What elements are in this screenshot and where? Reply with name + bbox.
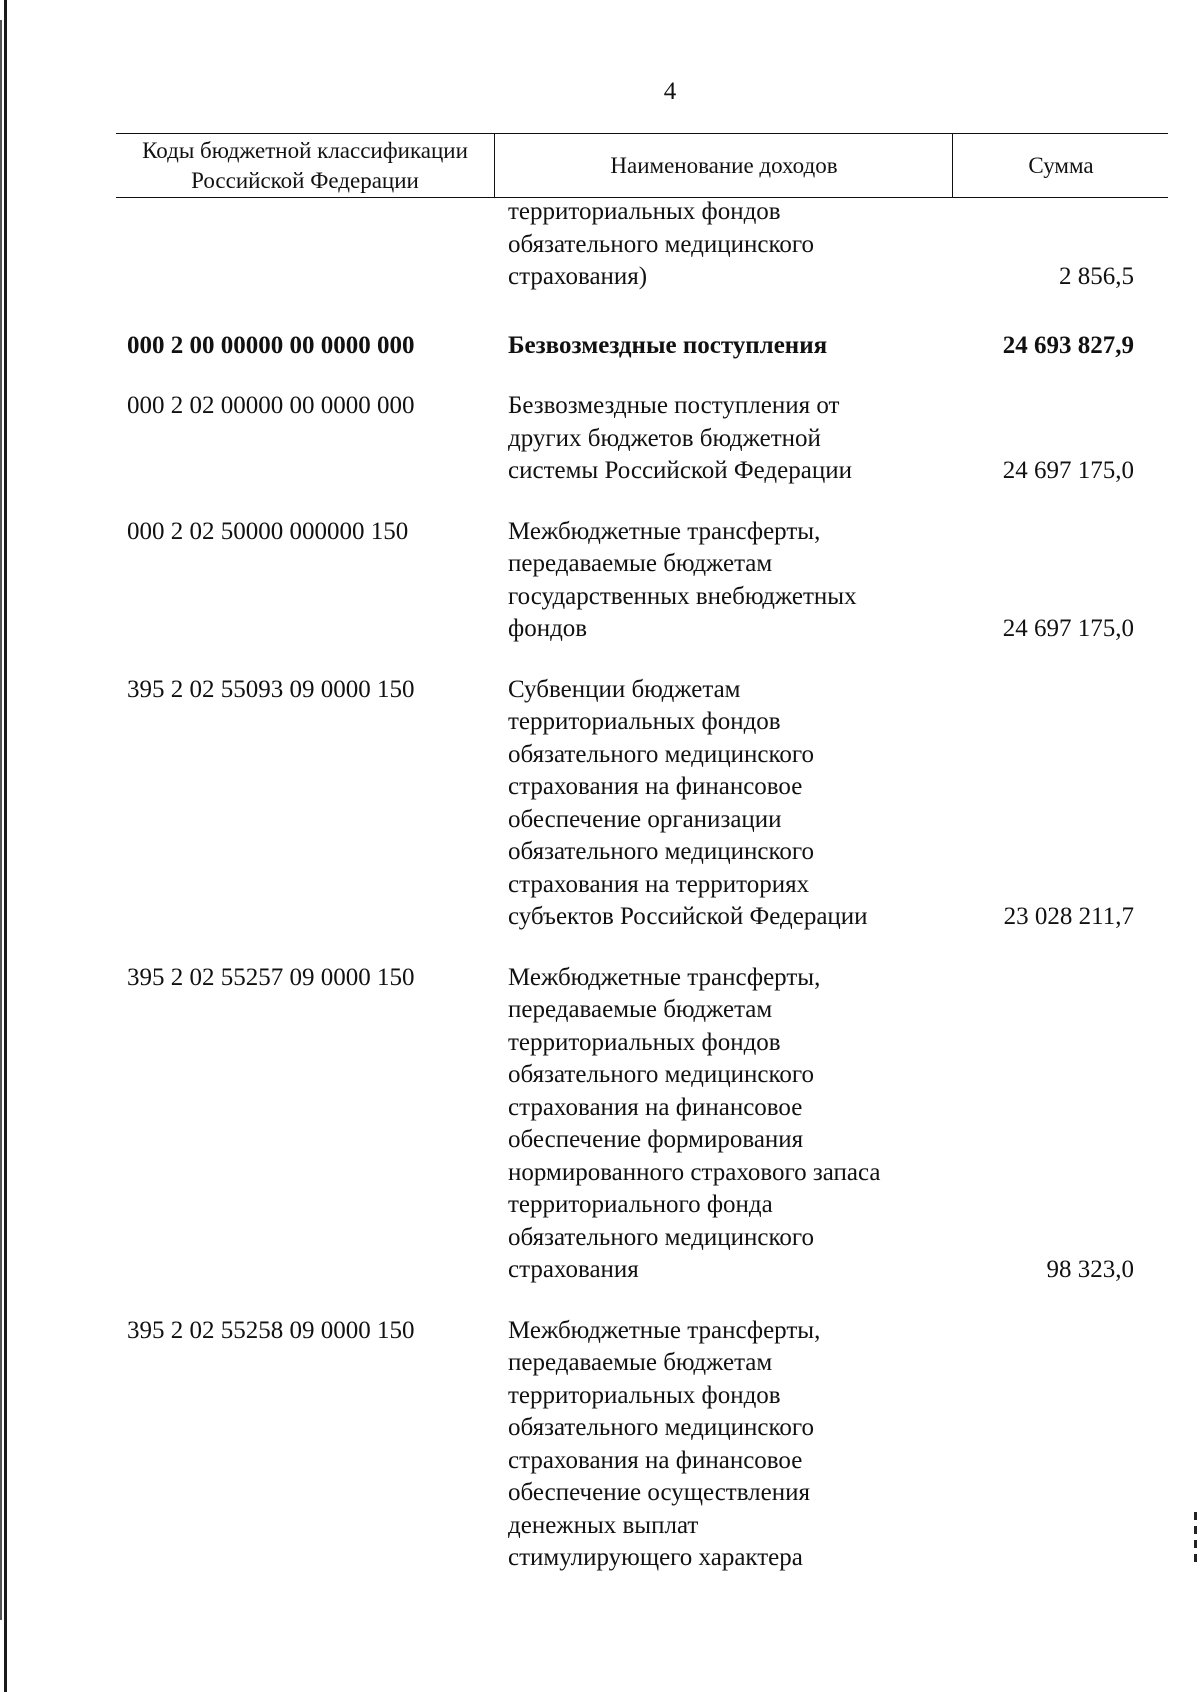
budget-code: 000 2 02 00000 00 0000 000 (127, 392, 415, 419)
income-name-line: нормированного страхового запаса (508, 1158, 881, 1186)
income-name-line: обязательного медицинского (508, 838, 815, 865)
income-name-line: обязательного медицинского (508, 1223, 815, 1251)
income-name-line: передаваемые бюджетам (508, 1349, 773, 1376)
income-name-line: денежных выплат (508, 1511, 699, 1539)
table-row (0, 196, 1200, 294)
table-body (0, 196, 1200, 1575)
table-row (0, 962, 1200, 1287)
table-row (0, 674, 1200, 934)
income-name-line: территориальных фондов (508, 198, 781, 225)
row-spacer (0, 1287, 1200, 1315)
income-name-line: обеспечение осуществления (508, 1479, 811, 1506)
budget-code: 000 2 00 00000 00 0000 000 (127, 331, 415, 359)
table-header (116, 133, 1168, 198)
income-name (508, 390, 948, 488)
income-name-line: страхования) (508, 263, 648, 290)
income-name-line: Межбюджетные трансферты, (508, 517, 821, 545)
income-name-line: обязательного медицинского (508, 1414, 815, 1441)
income-name-line: передаваемые бюджетам (508, 996, 773, 1023)
row-spacer (0, 646, 1200, 674)
income-name-line: стимулирующего характера (508, 1544, 803, 1571)
income-name-line: обязательного медицинского (508, 740, 815, 768)
row-spacer (0, 934, 1200, 962)
income-name-line: субъектов Российской Федерации (508, 903, 868, 930)
income-name-line: территориальных фондов (508, 1381, 781, 1409)
income-name-line: других бюджетов бюджетной (508, 424, 821, 452)
income-name (508, 962, 948, 1287)
header-sum-column: Сумма (952, 134, 1169, 197)
page-number: 4 (663, 78, 677, 105)
income-name-line: страхования (508, 1256, 639, 1283)
income-name-line: Безвозмездные поступления (508, 331, 828, 359)
row-spacer (0, 488, 1200, 516)
income-name-line: передаваемые бюджетам (508, 550, 773, 577)
header-code-label-line2: Российской Федерации (191, 167, 419, 193)
amount: 23 028 211,7 (1003, 903, 1134, 930)
table-row (0, 390, 1200, 488)
income-name-line: обязательного медицинского (508, 230, 815, 258)
income-name-line: Безвозмездные поступления от (508, 392, 840, 419)
income-name-line: государственных внебюджетных (508, 582, 857, 610)
amount: 2 856,5 (1059, 263, 1134, 290)
budget-code: 395 2 02 55257 09 0000 150 (127, 963, 415, 991)
income-name (508, 330, 948, 363)
amount: 24 697 175,0 (1002, 457, 1134, 484)
income-name-line: территориальных фондов (508, 1028, 781, 1056)
income-name-line: обеспечение формирования (508, 1126, 804, 1153)
budget-code: 395 2 02 55258 09 0000 150 (127, 1316, 415, 1344)
header-code-column (116, 134, 494, 197)
income-name-line: страхования на финансовое (508, 773, 803, 800)
income-name (508, 1315, 948, 1575)
amount: 24 693 827,9 (1002, 331, 1134, 359)
income-name-line: фондов (508, 615, 588, 642)
budget-code: 395 2 02 55093 09 0000 150 (127, 675, 415, 703)
header-name-column: Наименование доходов (494, 134, 953, 197)
amount: 98 323,0 (1046, 1256, 1134, 1283)
income-name-line: обязательного медицинского (508, 1061, 815, 1088)
income-name-line: территориальных фондов (508, 708, 781, 735)
budget-code: 000 2 02 50000 000000 150 (127, 517, 409, 545)
income-name-line: системы Российской Федерации (508, 457, 852, 484)
income-name (508, 196, 948, 294)
amount: 24 697 175,0 (1002, 615, 1134, 642)
income-name-line: Межбюджетные трансферты, (508, 1316, 821, 1344)
income-name-line: страхования на финансовое (508, 1093, 803, 1121)
income-name (508, 516, 948, 646)
income-name-line: Субвенции бюджетам (508, 675, 741, 703)
income-name-line: страхования на финансовое (508, 1446, 803, 1474)
income-name-line: территориального фонда (508, 1191, 773, 1218)
table-row (0, 1315, 1200, 1575)
row-spacer (0, 362, 1200, 390)
income-name (508, 674, 948, 934)
row-spacer (0, 294, 1200, 330)
table-row (0, 330, 1200, 363)
income-name-line: Межбюджетные трансферты, (508, 963, 821, 991)
header-code-label-line1: Коды бюджетной классификации (142, 137, 468, 163)
table-row (0, 516, 1200, 646)
income-name-line: страхования на территориях (508, 870, 810, 898)
income-name-line: обеспечение организации (508, 805, 782, 833)
